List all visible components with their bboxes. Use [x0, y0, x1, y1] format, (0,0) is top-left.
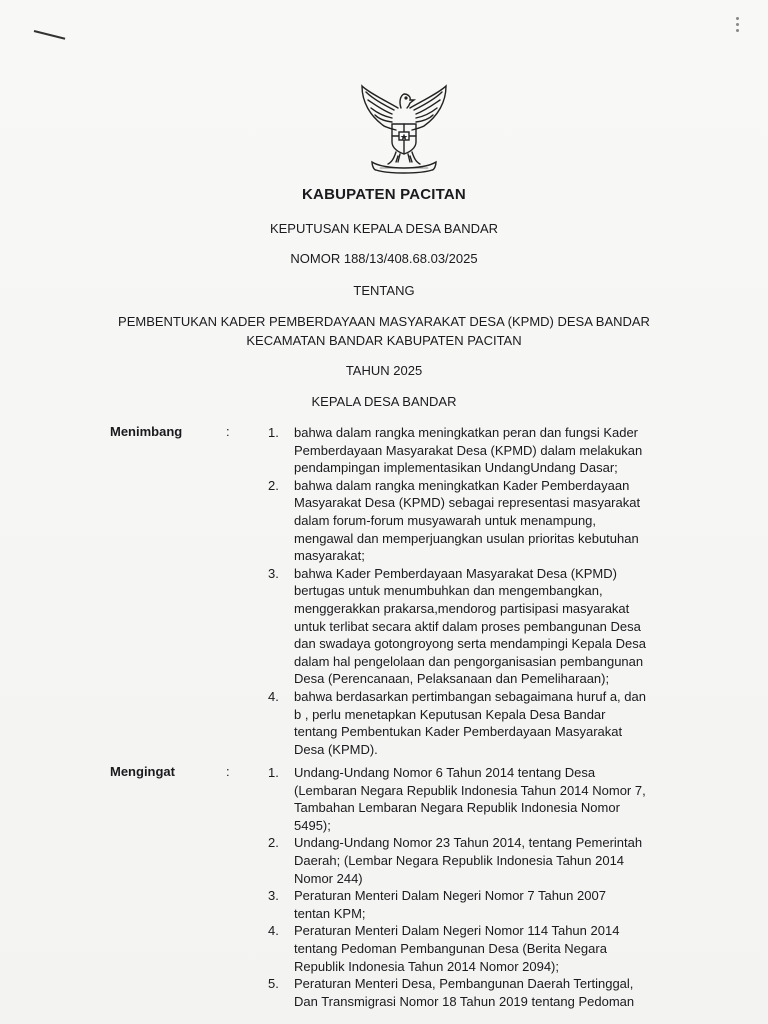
mengingat-colon: : [226, 764, 230, 779]
item-text: bahwa dalam rangka meningkatkan Kader Pemberdayaan Masyarakat Desa (KPMD) sebagai representasi masyarakat dalam forum-forum musyawarah untuk menampung, mengawal dan memperjuangkan usulan prioritas kebutuhan masyarakat; [294, 477, 641, 564]
about-heading: TENTANG [353, 283, 415, 298]
regency-title: KABUPATEN PACITAN [302, 186, 466, 203]
mengingat-list [268, 764, 688, 1010]
pen-mark [34, 30, 66, 40]
decree-title: KEPUTUSAN KEPALA DESA BANDAR [269, 221, 499, 236]
list-item [268, 834, 688, 887]
item-text: bahwa dalam rangka meningkatkan peran dan fungsi Kader Pemberdayaan Masyarakat Desa (KPMD) dalam melakukan pendampingan implementasikan UndangUndang Dasar; [294, 425, 643, 476]
item-number: 1. [268, 765, 279, 780]
item-text: Peraturan Menteri Dalam Negeri Nomor 114 Tahun 2014 tentang Pedoman Pembangunan Desa (Berita Negara Republik Indonesia Tahun 2014 Nomor 2094); [294, 923, 620, 974]
menimbang-label: Menimbang [110, 424, 183, 439]
item-text: bahwa Kader Pemberdayaan Masyarakat Desa (KPMD) bertugas untuk menumbuhkan dan mengembangkan, menggerakkan prakarsa,mendorog partisipasi masyarakat untuk terlibat secara aktif dalam proses pembangunan Desa dan swadaya gotongroyong serta mendampingi Kepala Desa dalam hal pengelolaan dan pengorganisasian pembangunan Desa (Perencanaan, Pelaksanaan dan Pemeliharaan); [294, 565, 646, 687]
list-item [268, 764, 688, 834]
scan-marks [732, 14, 742, 42]
subject-line-2: KECAMATAN BANDAR KABUPATEN PACITAN [246, 333, 522, 348]
subject-line-1: PEMBENTUKAN KADER PEMBERDAYAAN MASYARAKAT DESA (KPMD) DESA BANDAR [118, 314, 650, 329]
list-item [268, 975, 688, 1010]
item-number: 3. [268, 565, 279, 581]
menimbang-colon: : [226, 424, 230, 439]
item-number: 4. [268, 923, 279, 939]
mengingat-label: Mengingat [110, 764, 175, 779]
list-item [268, 887, 688, 922]
list-item [268, 922, 688, 975]
item-text: Undang-Undang Nomor 6 Tahun 2014 tentang Desa (Lembaran Negara Republik Indonesia Tahun 2014 Nomor 7, Tambahan Lembaran Negara Republik Indonesia Nomor 5495); [294, 765, 646, 833]
item-number: 2. [268, 477, 279, 493]
list-item [268, 477, 688, 565]
item-text: Peraturan Menteri Dalam Negeri Nomor 7 Tahun 2007 tentan KPM; [294, 888, 606, 921]
item-number: 2. [268, 835, 279, 851]
official-title: KEPALA DESA BANDAR [311, 394, 457, 409]
menimbang-list [268, 424, 688, 758]
item-text: Peraturan Menteri Desa, Pembangunan Daerah Tertinggal, Dan Transmigrasi Nomor 18 Tahun 2019 tentang Pedoman [294, 976, 635, 1009]
item-number: 4. [268, 688, 279, 704]
garuda-emblem-icon [354, 78, 454, 174]
decree-year: TAHUN 2025 [345, 363, 423, 378]
item-text: bahwa berdasarkan pertimbangan sebagaimana huruf a, dan b , perlu menetapkan Keputusan Kepala Desa Bandar tentang Pembentukan Kader Pemberdayaan Masyarakat Desa (KPMD). [294, 688, 646, 757]
list-item [268, 688, 688, 758]
item-text: Undang-Undang Nomor 23 Tahun 2014, tentang Pemerintah Daerah; (Lembar Negara Republik Indonesia Tahun 2014 Nomor 244) [294, 835, 643, 886]
item-number: 3. [268, 888, 279, 904]
list-item [268, 424, 688, 477]
decree-number: NOMOR 188/13/408.68.03/2025 [290, 251, 478, 266]
item-number: 1. [268, 425, 279, 440]
list-item [268, 565, 688, 688]
item-number: 5. [268, 976, 279, 992]
